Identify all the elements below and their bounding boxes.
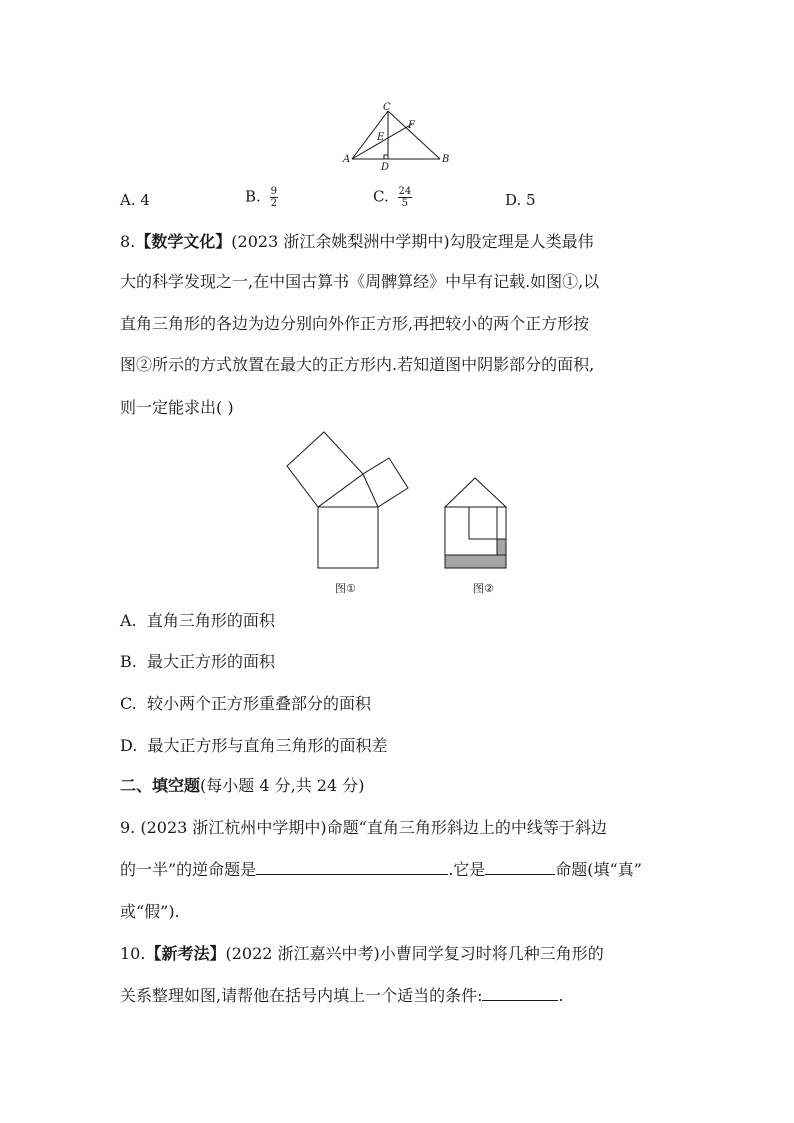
label-c: C	[383, 102, 391, 113]
large-square	[318, 507, 378, 568]
fraction-9-2: $\frac{9}{2}$	[270, 186, 277, 209]
q10-line-2: 关系整理如图,请帮他在括号内填上一个适当的条件: .	[120, 986, 564, 1005]
figure-1-caption: 图①	[335, 582, 356, 595]
q9-blank-2[interactable]	[485, 860, 555, 875]
inner-square-a	[445, 507, 497, 555]
inner-square-b	[469, 507, 506, 539]
q8-line-4: 图②所示的方式放置在最大的正方形内.若知道图中阴影部分的面积,	[120, 355, 595, 374]
figure-2-caption: 图②	[473, 582, 494, 595]
q8-option-d: D. 最大正方形与直角三角形的面积差	[120, 736, 388, 755]
q10-blank[interactable]	[482, 986, 558, 1001]
q9-blank-1[interactable]	[256, 860, 448, 875]
label-e: E	[377, 132, 385, 143]
q8-line-5: 则一定能求出( )	[120, 398, 234, 417]
q8-option-c: C. 较小两个正方形重叠部分的面积	[120, 694, 371, 713]
q8-line-3: 直角三角形的各边为边分别向外作正方形,再把较小的两个正方形按	[120, 314, 590, 333]
q8-option-b: B. 最大正方形的面积	[120, 652, 276, 671]
q8-line-2: 大的科学发现之一,在中国古算书《周髀算经》中早有记载.如图①,以	[120, 272, 600, 291]
label-d: D	[381, 162, 390, 173]
triangle-roof	[445, 478, 506, 507]
q9-line-1: 9. (2023 浙江杭州中学期中)命题“直角三角形斜边上的中线等于斜边	[120, 818, 607, 837]
left-square	[287, 432, 363, 507]
triangle-figure	[340, 100, 460, 175]
right-square	[363, 458, 408, 507]
q7-option-d: D. 5	[505, 191, 536, 209]
q8-option-a: A. 直角三角形的面积	[120, 611, 275, 630]
q7-option-c: C. $\frac{24}{5}$	[373, 186, 412, 209]
segment-cb	[388, 111, 440, 159]
q9-line-2: 的一半”的逆命题是 .它是 命题(填“真”	[120, 860, 642, 879]
label-b: B	[442, 154, 450, 165]
q10-line-1: 10.【新考法】(2022 浙江嘉兴中考)小曹同学复习时将几种三角形的	[120, 944, 604, 963]
q8-line-1: 8.【数学文化】(2023 浙江余姚梨洲中学期中)勾股定理是人类最伟	[120, 232, 594, 251]
q9-line-3: 或“假”).	[120, 902, 180, 921]
pythagoras-figure-1	[285, 430, 415, 570]
section-2-heading: 二、填空题(每小题 4 分,共 24 分)	[120, 776, 365, 795]
label-f: F	[408, 120, 415, 131]
label-a: A	[343, 154, 351, 165]
fraction-24-5: $\frac{24}{5}$	[398, 186, 412, 209]
pythagoras-figure-2	[440, 475, 510, 570]
q7-option-a: A. 4	[120, 191, 150, 209]
shaded-region-corner	[497, 539, 506, 555]
q7-option-b: B. $\frac{9}{2}$	[245, 186, 277, 209]
right-angle-mark	[384, 155, 388, 159]
shaded-region	[445, 555, 506, 568]
